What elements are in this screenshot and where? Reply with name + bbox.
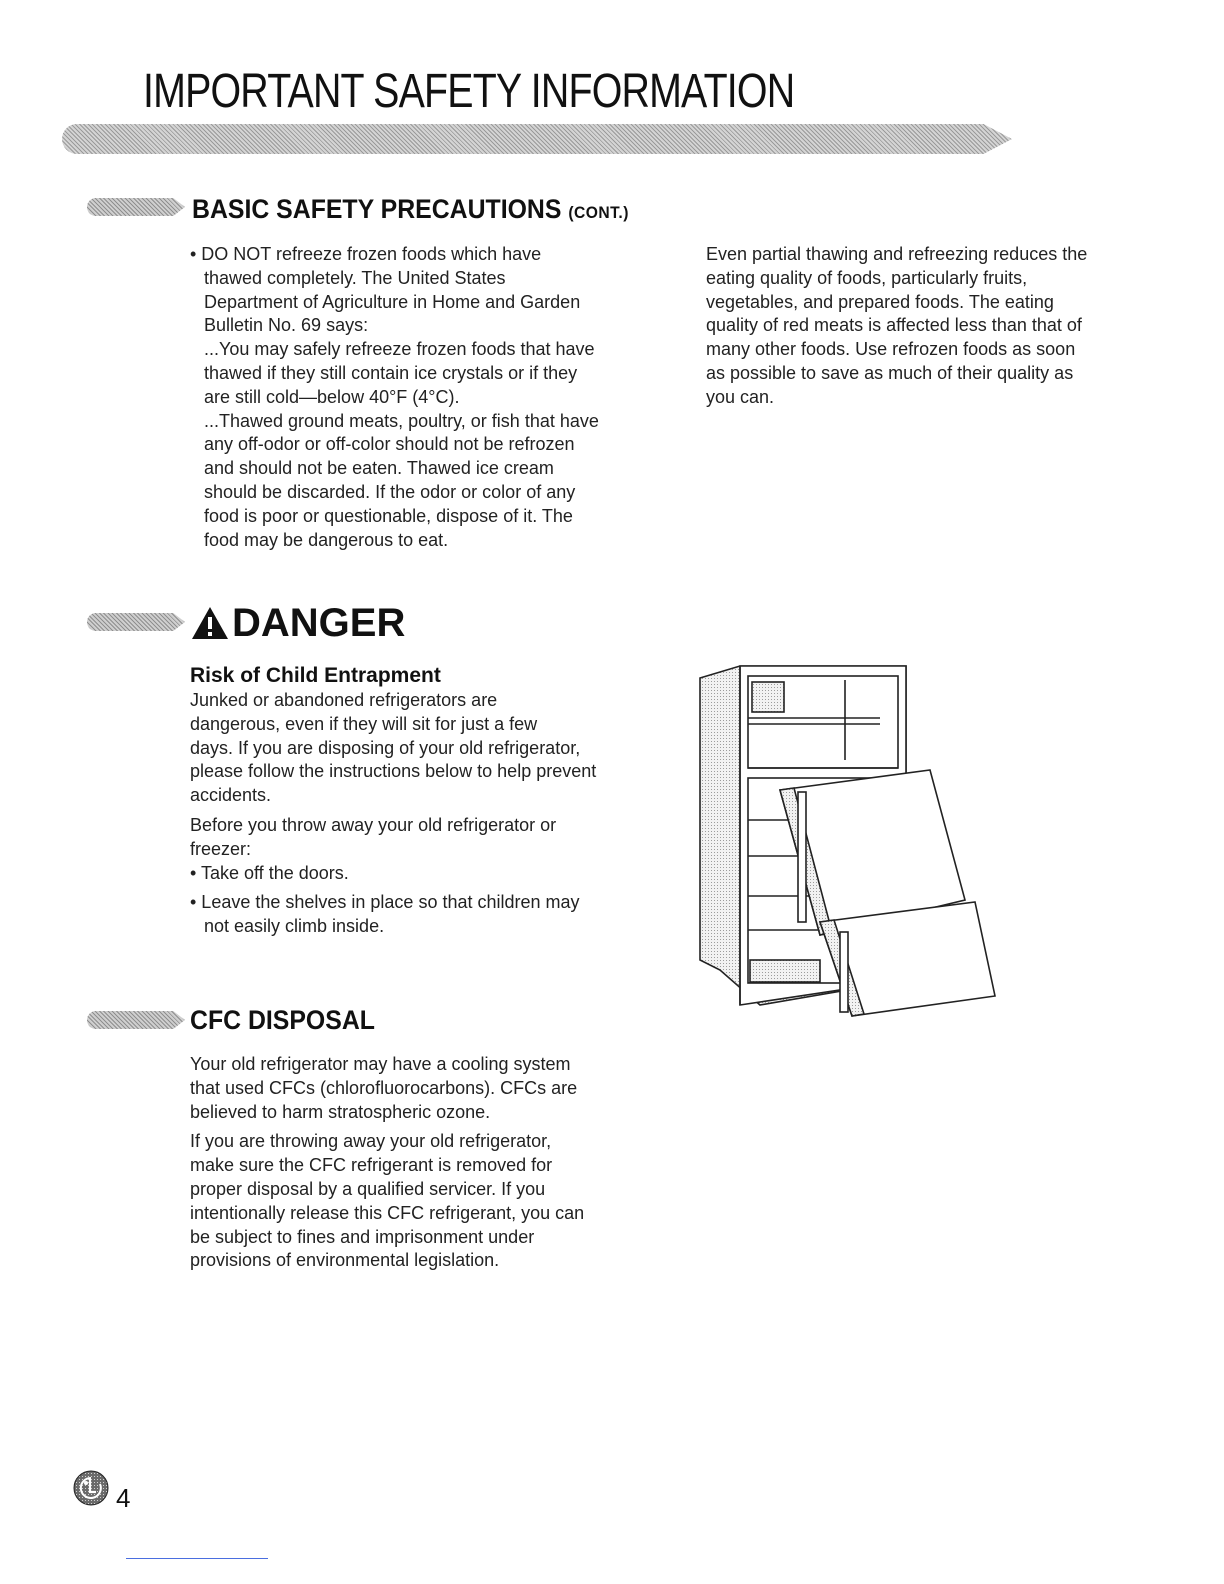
cfc-content	[190, 1053, 660, 1273]
section-heading-basic-safety	[192, 193, 629, 229]
section-heading-cfc-disposal: CFC DISPOSAL	[190, 1005, 375, 1035]
text-line: Bulletin No. 69 says:	[204, 315, 369, 336]
continued-tag: (CONT.)	[568, 203, 629, 222]
text-line: freezer:	[190, 838, 252, 859]
basic-safety-right-column	[706, 243, 1146, 410]
text-line: accidents.	[190, 785, 272, 806]
text-line: ...You may safely refreeze frozen foods that have	[204, 339, 595, 360]
text-line: be subject to fines and imprisonment under	[190, 1226, 535, 1247]
lg-logo-icon	[73, 1470, 109, 1506]
text-line: please follow the instructions below to help prevent	[190, 761, 597, 782]
text-line: proper disposal by a qualified servicer. If you	[190, 1178, 546, 1199]
text-line: are still cold—below 40°F (4°C).	[204, 386, 460, 407]
warning-triangle-icon	[190, 605, 230, 641]
text-line: provisions of environmental legislation.	[190, 1250, 500, 1271]
danger-heading	[190, 601, 405, 645]
text-line: you can.	[706, 386, 775, 407]
text-line: ...Thawed ground meats, poultry, or fish that have	[204, 410, 599, 431]
text-line: any off-odor or off-color should not be refrozen	[204, 434, 575, 455]
section-marker-tab	[87, 1011, 185, 1029]
footer-rule	[126, 1558, 268, 1559]
danger-content	[190, 663, 660, 939]
text-line: vegetables, and prepared foods. The eating	[706, 291, 1054, 312]
page-number: 4	[116, 1483, 131, 1513]
text-line: believed to harm stratospheric ozone.	[190, 1101, 491, 1122]
text-line: • DO NOT refreeze frozen foods which have	[190, 244, 542, 264]
danger-heading-text: DANGER	[232, 601, 406, 645]
refrigerator-illustration	[690, 660, 1005, 1020]
text-line: food is poor or questionable, dispose of it. The	[204, 505, 573, 526]
text-line: should be discarded. If the odor or color of any	[204, 481, 576, 502]
text-line: thawed completely. The United States	[204, 267, 506, 288]
section-marker-tab	[87, 613, 185, 631]
text-line: quality of red meats is affected less than that of	[706, 315, 1082, 336]
text-line: Your old refrigerator may have a cooling system	[190, 1054, 571, 1074]
text-line: Even partial thawing and refreezing reduces the	[706, 244, 1088, 264]
page-title: IMPORTANT SAFETY INFORMATION	[143, 65, 795, 118]
title-decorative-bar	[62, 124, 1012, 154]
basic-safety-left-column	[190, 243, 670, 552]
text-line: food may be dangerous to eat.	[204, 529, 449, 550]
text-line: days. If you are disposing of your old refrigerator,	[190, 737, 581, 758]
text-line: not easily climb inside.	[204, 916, 385, 937]
text-line: intentionally release this CFC refrigerant, you can	[190, 1202, 585, 1223]
text-line: Before you throw away your old refrigerator or	[190, 814, 557, 835]
text-line: that used CFCs (chlorofluorocarbons). CFCs are	[190, 1077, 578, 1098]
text-line: make sure the CFC refrigerant is removed for	[190, 1155, 553, 1176]
bullet-leave-shelves: • Leave the shelves in place so that children may	[190, 892, 580, 913]
text-line: Junked or abandoned refrigerators are	[190, 690, 498, 710]
risk-subheading: Risk of Child Entrapment	[190, 664, 441, 687]
text-line: dangerous, even if they will sit for just a few	[190, 713, 538, 734]
section-marker-tab	[87, 198, 185, 216]
text-line: eating quality of foods, particularly fruits,	[706, 267, 1028, 288]
text-line: as possible to save as much of their quality as	[706, 362, 1074, 383]
text-line: and should not be eaten. Thawed ice cream	[204, 458, 554, 479]
bullet-take-off-doors: • Take off the doors.	[190, 862, 349, 883]
text-line: thawed if they still contain ice crystals or if they	[204, 362, 578, 383]
text-line: Department of Agriculture in Home and Garden	[204, 291, 581, 312]
basic-safety-heading-text: BASIC SAFETY PRECAUTIONS	[192, 194, 562, 224]
text-line: many other foods. Use refrozen foods as soon	[706, 339, 1076, 360]
text-line: If you are throwing away your old refrigerator,	[190, 1131, 552, 1152]
